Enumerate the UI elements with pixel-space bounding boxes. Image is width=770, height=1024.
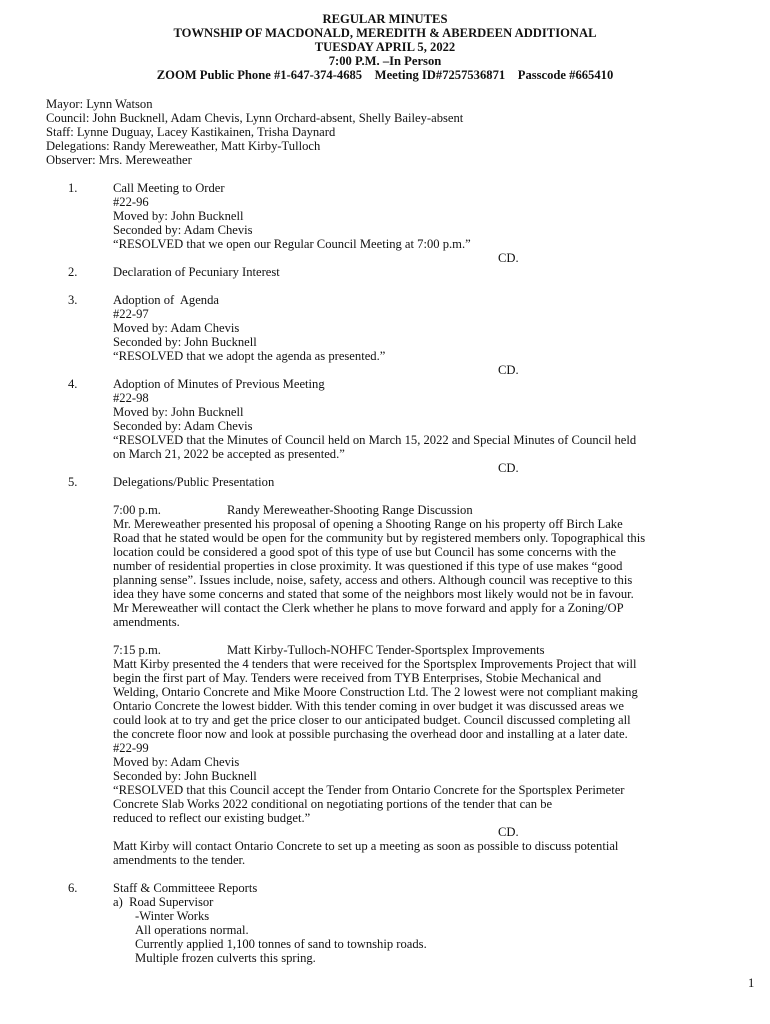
delegation-2-seconded: Seconded by: John Bucknell — [113, 769, 257, 783]
delegation-2-followup: Matt Kirby will contact Ontario Concrete to set up a meeting as soon as possible to discuss potential — [113, 839, 619, 853]
delegation-2-motion: #22-99 — [113, 741, 149, 755]
delegation-2-resolution: reduced to reflect our existing budget.” — [113, 811, 311, 825]
delegation-1-line: Mr Mereweather will contact the Clerk whether he plans to move forward and apply for a Zoning/OP — [113, 601, 624, 615]
item-1-motion: #22-96 — [113, 195, 149, 209]
header-line-5: ZOOM Public Phone #1-647-374-4685 Meeting ID#7257536871 Passcode #665410 — [156, 68, 614, 82]
item-6a-line: -Winter Works — [135, 909, 210, 923]
item-4-carried: CD. — [498, 461, 519, 475]
page-number: 1 — [748, 976, 755, 990]
item-number-5: 5. — [68, 475, 78, 489]
item-3-moved: Moved by: Adam Chevis — [113, 321, 240, 335]
item-4-resolution-2: on March 21, 2022 be accepted as presented.” — [113, 447, 345, 461]
item-6a-title: a) Road Supervisor — [113, 895, 214, 909]
delegation-2-line: begin the first part of May. Tenders were received from TYB Enterprises, Stobie Mechanical and — [113, 671, 602, 685]
delegation-1-line: number of residential properties in close proximity. It was questioned if this type of use makes “good — [113, 559, 623, 573]
attendance-observer: Observer: Mrs. Mereweather — [46, 153, 192, 167]
delegation-1-time: 7:00 p.m. — [113, 503, 161, 517]
item-number-2: 2. — [68, 265, 78, 279]
delegation-2-line: Welding, Ontario Concrete and Mike Moore Construction Ltd. The 2 lowest were not compliant making — [113, 685, 638, 699]
item-number-4: 4. — [68, 377, 78, 391]
delegation-2-title: Matt Kirby-Tulloch-NOHFC Tender-Sportsplex Improvements — [227, 643, 545, 657]
item-3-resolution: “RESOLVED that we adopt the agenda as presented.” — [113, 349, 386, 363]
header-line-1: REGULAR MINUTES — [322, 12, 448, 26]
delegation-1-line: planning sense”. Issues include, noise, safety, access and others. Although council was receptive to this — [113, 573, 633, 587]
delegation-2-line: Matt Kirby presented the 4 tenders that were received for the Sportsplex Improvements Project that will — [113, 657, 637, 671]
item-3-motion: #22-97 — [113, 307, 149, 321]
delegation-1-line: Road that he stated would be open for the community but by registered members only. Topographical this — [113, 531, 646, 545]
item-1-title: Call Meeting to Order — [113, 181, 225, 195]
item-1-resolution: “RESOLVED that we open our Regular Council Meeting at 7:00 p.m.” — [113, 237, 471, 251]
attendance-council: Council: John Bucknell, Adam Chevis, Lynn Orchard-absent, Shelly Bailey-absent — [46, 111, 464, 125]
item-5-title: Delegations/Public Presentation — [113, 475, 275, 489]
item-3-title: Adoption of Agenda — [113, 293, 219, 307]
item-1-seconded: Seconded by: Adam Chevis — [113, 223, 253, 237]
delegation-2-line: Ontario Concrete the lowest bidder. With this tender coming in over budget it was discussed areas we — [113, 699, 624, 713]
item-3-carried: CD. — [498, 363, 519, 377]
delegation-2-carried: CD. — [498, 825, 519, 839]
attendance-mayor: Mayor: Lynn Watson — [46, 97, 153, 111]
item-6a-line: All operations normal. — [135, 923, 249, 937]
attendance-staff: Staff: Lynne Duguay, Lacey Kastikainen, Trisha Daynard — [46, 125, 336, 139]
delegation-1-line: Mr. Mereweather presented his proposal of opening a Shooting Range on his property off Birch Lake — [113, 517, 623, 531]
attendance-delegations: Delegations: Randy Mereweather, Matt Kirby-Tulloch — [46, 139, 321, 153]
header-line-3: TUESDAY APRIL 5, 2022 — [314, 40, 456, 54]
item-number-3: 3. — [68, 293, 78, 307]
delegation-2-time: 7:15 p.m. — [113, 643, 161, 657]
delegation-1-title: Randy Mereweather-Shooting Range Discussion — [227, 503, 473, 517]
item-6a-line: Currently applied 1,100 tonnes of sand to township roads. — [135, 937, 427, 951]
item-4-seconded: Seconded by: Adam Chevis — [113, 419, 253, 433]
item-number-1: 1. — [68, 181, 78, 195]
item-2-title: Declaration of Pecuniary Interest — [113, 265, 280, 279]
delegation-2-line: the concrete floor now and look at possible purchasing the overhead door and installing at a later date. — [113, 727, 628, 741]
delegation-2-resolution: “RESOLVED that this Council accept the Tender from Ontario Concrete for the Sportsplex Perimeter — [113, 783, 625, 797]
item-4-resolution-1: “RESOLVED that the Minutes of Council held on March 15, 2022 and Special Minutes of Council held — [113, 433, 637, 447]
item-4-moved: Moved by: John Bucknell — [113, 405, 244, 419]
delegation-2-followup: amendments to the tender. — [113, 853, 246, 867]
item-6-title: Staff & Committeee Reports — [113, 881, 258, 895]
delegation-2-line: could look at to try and get the price closer to our anticipated budget. Council discussed completing all — [113, 713, 631, 727]
item-number-6: 6. — [68, 881, 78, 895]
delegation-1-line: location could be considered a good spot of this type of use but Council has some concerns with the — [113, 545, 616, 559]
item-4-motion: #22-98 — [113, 391, 149, 405]
delegation-1-line: idea they have some concerns and stated that some of the neighbors most likely would not be in favour. — [113, 587, 634, 601]
delegation-2-moved: Moved by: Adam Chevis — [113, 755, 240, 769]
header-line-2: TOWNSHIP OF MACDONALD, MEREDITH & ABERDEEN ADDITIONAL — [173, 26, 597, 40]
item-3-seconded: Seconded by: John Bucknell — [113, 335, 257, 349]
item-1-moved: Moved by: John Bucknell — [113, 209, 244, 223]
delegation-1-line: amendments. — [113, 615, 180, 629]
item-6a-line: Multiple frozen culverts this spring. — [135, 951, 316, 965]
item-4-title: Adoption of Minutes of Previous Meeting — [113, 377, 325, 391]
header-line-4: 7:00 P.M. –In Person — [328, 54, 442, 68]
item-1-carried: CD. — [498, 251, 519, 265]
delegation-2-resolution: Concrete Slab Works 2022 conditional on negotiating portions of the tender that can be — [113, 797, 553, 811]
